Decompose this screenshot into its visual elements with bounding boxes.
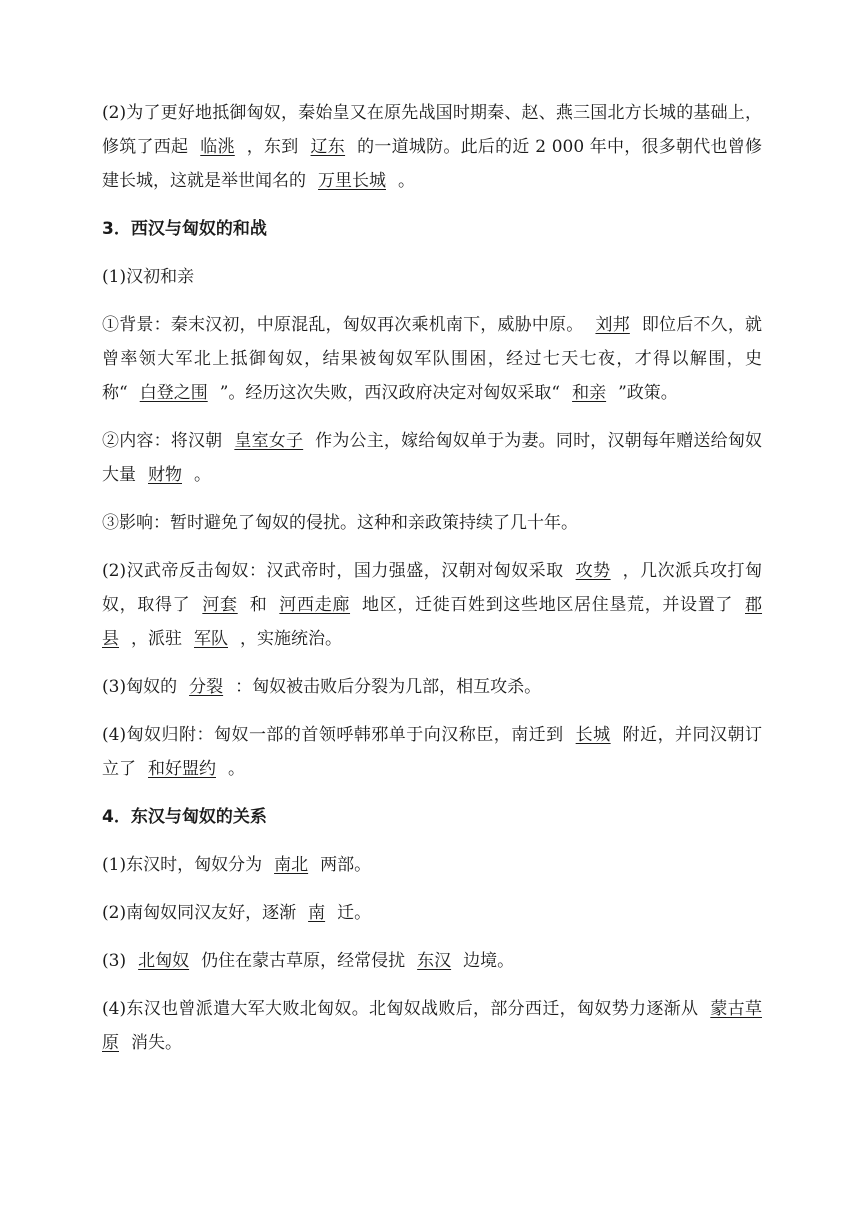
fill-blank-answer: 河套 <box>202 595 238 615</box>
text-segment: 。 <box>398 171 415 191</box>
fill-blank-answer: 攻势 <box>575 561 611 581</box>
text-segment: 作为公主，嫁给匈奴单于为妻。同时，汉朝每年赠送给匈奴大量 <box>102 431 763 485</box>
text-segment: 即位后不久，就曾率领大军北上抵御匈奴，结果被匈奴军队围困，经过七天七夜，才得以解围，史称“ <box>102 315 763 403</box>
text-segment: ：匈奴被击败后分裂为几部，相互攻杀。 <box>235 677 542 697</box>
text-segment: ③影响：暂时避免了匈奴的侵扰。这种和亲政策持续了几十年。 <box>102 513 578 533</box>
paragraph <box>102 424 762 492</box>
fill-blank-answer: 辽东 <box>310 137 346 157</box>
text-segment: 地区，迁徙百姓到这些地区居住垦荒，并设置了 <box>362 595 734 615</box>
fill-blank-answer: 长城 <box>575 725 611 745</box>
fill-blank-answer: 财物 <box>148 465 182 485</box>
text-segment: ，派驻 <box>131 629 182 649</box>
text-segment: 。 <box>194 465 211 485</box>
text-segment: (4)匈奴归附：匈奴一部的首领呼韩邪单于向汉称臣，南迁到 <box>102 725 564 745</box>
fill-blank-answer: 万里长城 <box>318 171 386 191</box>
fill-blank-answer: 北匈奴 <box>138 951 190 971</box>
paragraph <box>102 896 762 930</box>
text-segment: ”。经历这次失败，西汉政府决定对匈奴采取“ <box>219 383 561 403</box>
paragraph <box>102 718 762 786</box>
text-segment: ②内容：将汉朝 <box>102 431 223 451</box>
fill-blank-answer: 南 <box>308 903 326 923</box>
paragraph <box>102 670 762 704</box>
text-segment: (2)为了更好地抵御匈奴，秦始皇又在原先战国时期秦、赵、燕三国北方长城的基础上，修筑了西起 <box>102 103 762 157</box>
text-segment: (2)南匈奴同汉友好，逐渐 <box>102 903 297 923</box>
text-segment: 和 <box>249 595 268 615</box>
text-segment: ，东到 <box>246 137 299 157</box>
text-segment: (3)匈奴的 <box>102 677 178 697</box>
fill-blank-answer: 刘邦 <box>595 315 630 335</box>
fill-blank-answer: 分裂 <box>189 677 224 697</box>
paragraph <box>102 554 762 656</box>
section-heading <box>102 212 762 246</box>
text-segment: 附近，并同汉朝订立了 <box>102 725 762 779</box>
fill-blank-answer: 军队 <box>194 629 228 649</box>
text-segment: 两部。 <box>320 855 372 875</box>
text-segment: ，实施统治。 <box>240 629 342 649</box>
text-segment: 迁。 <box>337 903 372 923</box>
text-segment: 。 <box>228 759 245 779</box>
text-segment: 边境。 <box>463 951 515 971</box>
text-segment: 4．东汉与匈奴的关系 <box>102 807 267 827</box>
text-segment: ”政策。 <box>618 383 678 403</box>
text-segment: 的一道城防。此后的近 2 000 年中，很多朝代也曾修建长城，这就是举世闻名的 <box>102 137 763 191</box>
text-segment: (3) <box>102 951 127 971</box>
section-heading <box>102 800 762 834</box>
fill-blank-answer: 和好盟约 <box>148 759 216 779</box>
text-segment: 消失。 <box>131 1033 182 1053</box>
fill-blank-answer: 皇室女子 <box>234 431 304 451</box>
paragraph <box>102 944 762 978</box>
fill-blank-answer: 南北 <box>274 855 309 875</box>
fill-blank-answer: 和亲 <box>572 383 607 403</box>
paragraph <box>102 506 762 540</box>
text-segment: ，几次派兵攻打匈奴，取得了 <box>102 561 762 615</box>
fill-blank-answer: 东汉 <box>417 951 452 971</box>
text-segment: (4)东汉也曾派遣大军大败北匈奴。北匈奴战败后，部分西迁，匈奴势力逐渐从 <box>102 999 699 1019</box>
paragraph <box>102 992 762 1060</box>
fill-blank-answer: 白登之围 <box>139 383 208 403</box>
paragraph <box>102 848 762 882</box>
fill-blank-answer: 蒙古草原 <box>102 999 762 1053</box>
document-page <box>102 96 762 1074</box>
fill-blank-answer: 河西走廊 <box>279 595 351 615</box>
text-segment: (2)汉武帝反击匈奴：汉武帝时，国力强盛，汉朝对匈奴采取 <box>102 561 564 581</box>
text-segment: 仍住在蒙古草原，经常侵扰 <box>201 951 406 971</box>
paragraph <box>102 260 762 294</box>
paragraph <box>102 96 762 198</box>
paragraph <box>102 308 762 410</box>
text-segment: (1)汉初和亲 <box>102 267 195 287</box>
text-segment: (1)东汉时，匈奴分为 <box>102 855 263 875</box>
text-segment: 3．西汉与匈奴的和战 <box>102 219 267 239</box>
fill-blank-answer: 郡县 <box>102 595 763 649</box>
text-segment: ①背景：秦末汉初，中原混乱，匈奴再次乘机南下，威胁中原。 <box>102 315 584 335</box>
fill-blank-answer: 临洮 <box>200 137 235 157</box>
